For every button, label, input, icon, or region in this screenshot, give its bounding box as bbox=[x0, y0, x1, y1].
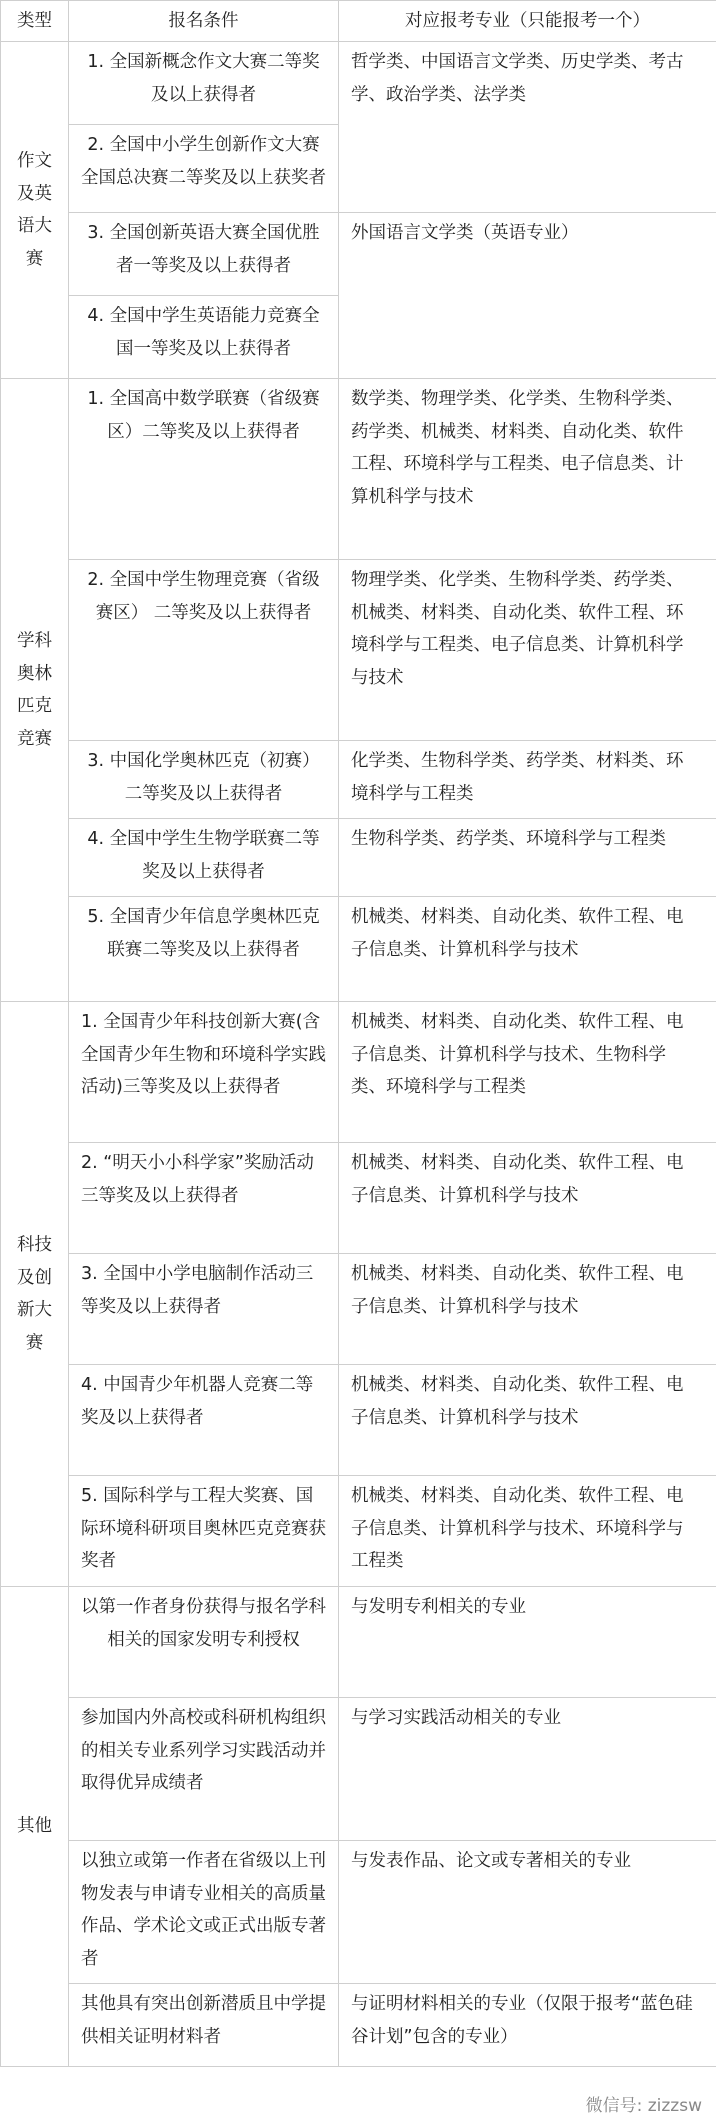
table-row bbox=[1, 741, 716, 819]
major-cell: 与证明材料相关的专业（仅限于报考“蓝色硅谷计划”包含的专业） bbox=[339, 1984, 716, 2067]
header-type: 类型 bbox=[1, 1, 69, 42]
major-cell: 数学类、物理学类、化学类、生物科学类、药学类、机械类、材料类、自动化类、软件工程、环境科学与工程类、电子信息类、计算机科学与技术 bbox=[339, 379, 716, 560]
table-row bbox=[1, 897, 716, 1002]
major-cell: 机械类、材料类、自动化类、软件工程、电子信息类、计算机科学与技术 bbox=[339, 1254, 716, 1365]
major-cell: 与学习实践活动相关的专业 bbox=[339, 1698, 716, 1841]
table-row bbox=[1, 560, 716, 741]
major-cell: 与发明专利相关的专业 bbox=[339, 1587, 716, 1698]
table-row bbox=[1, 379, 716, 560]
table-row bbox=[1, 1254, 716, 1365]
header-condition: 报名条件 bbox=[69, 1, 339, 42]
major-cell: 机械类、材料类、自动化类、软件工程、电子信息类、计算机科学与技术 bbox=[339, 1143, 716, 1254]
major-cell: 机械类、材料类、自动化类、软件工程、电子信息类、计算机科学与技术 bbox=[339, 1365, 716, 1476]
table-row bbox=[1, 213, 716, 296]
major-cell: 化学类、生物科学类、药学类、材料类、环境科学与工程类 bbox=[339, 741, 716, 819]
condition-cell: 2. “明天小小科学家”奖励活动三等奖及以上获得者 bbox=[69, 1143, 339, 1254]
condition-cell: 以独立或第一作者在省级以上刊物发表与申请专业相关的高质量作品、学术论文或正式出版专著者 bbox=[69, 1841, 339, 1984]
table-row bbox=[1, 1698, 716, 1841]
condition-cell: 1. 全国高中数学联赛（省级赛区）二等奖及以上获得者 bbox=[69, 379, 339, 560]
condition-cell: 5. 全国青少年信息学奥林匹克联赛二等奖及以上获得者 bbox=[69, 897, 339, 1002]
condition-cell: 参加国内外高校或科研机构组织的相关专业系列学习实践活动并取得优异成绩者 bbox=[69, 1698, 339, 1841]
condition-cell: 5. 国际科学与工程大奖赛、国际环境科研项目奥林匹克竞赛获奖者 bbox=[69, 1476, 339, 1587]
major-cell: 哲学类、中国语言文学类、历史学类、考古学、政治学类、法学类 bbox=[339, 42, 716, 213]
major-cell: 机械类、材料类、自动化类、软件工程、电子信息类、计算机科学与技术、生物科学类、环境科学与工程类 bbox=[339, 1002, 716, 1143]
condition-cell: 3. 中国化学奥林匹克（初赛）二等奖及以上获得者 bbox=[69, 741, 339, 819]
table-row bbox=[1, 819, 716, 897]
major-cell: 机械类、材料类、自动化类、软件工程、电子信息类、计算机科学与技术、环境科学与工程类 bbox=[339, 1476, 716, 1587]
condition-cell: 4. 全国中学生英语能力竞赛全国一等奖及以上获得者 bbox=[69, 296, 339, 379]
major-cell: 物理学类、化学类、生物科学类、药学类、机械类、材料类、自动化类、软件工程、环境科学与工程类、电子信息类、计算机科学与技术 bbox=[339, 560, 716, 741]
condition-cell: 2. 全国中学生物理竞赛（省级赛区） 二等奖及以上获得者 bbox=[69, 560, 339, 741]
table-row bbox=[1, 1365, 716, 1476]
table-row bbox=[1, 1143, 716, 1254]
condition-cell: 1. 全国青少年科技创新大赛(含全国青少年生物和环境科学实践活动)三等奖及以上获得者 bbox=[69, 1002, 339, 1143]
major-cell: 生物科学类、药学类、环境科学与工程类 bbox=[339, 819, 716, 897]
condition-cell: 3. 全国创新英语大赛全国优胜者一等奖及以上获得者 bbox=[69, 213, 339, 296]
condition-cell: 2. 全国中小学生创新作文大赛全国总决赛二等奖及以上获奖者 bbox=[69, 125, 339, 213]
table-row bbox=[1, 42, 716, 125]
condition-cell: 4. 中国青少年机器人竞赛二等奖及以上获得者 bbox=[69, 1365, 339, 1476]
category-cell: 学科奥林匹克竞赛 bbox=[1, 379, 69, 1002]
category-cell: 作文及英语大赛 bbox=[1, 42, 69, 379]
condition-cell: 其他具有突出创新潜质且中学提供相关证明材料者 bbox=[69, 1984, 339, 2067]
table-row bbox=[1, 1476, 716, 1587]
table-row bbox=[1, 1587, 716, 1698]
category-cell: 科技及创新大赛 bbox=[1, 1002, 69, 1587]
condition-cell: 1. 全国新概念作文大赛二等奖及以上获得者 bbox=[69, 42, 339, 125]
header-major: 对应报考专业（只能报考一个） bbox=[339, 1, 716, 42]
major-cell: 外国语言文学类（英语专业） bbox=[339, 213, 716, 379]
table-row bbox=[1, 1984, 716, 2067]
condition-cell: 3. 全国中小学电脑制作活动三等奖及以上获得者 bbox=[69, 1254, 339, 1365]
table-row bbox=[1, 1841, 716, 1984]
table-row bbox=[1, 1002, 716, 1143]
major-cell: 与发表作品、论文或专著相关的专业 bbox=[339, 1841, 716, 1984]
header-row bbox=[1, 1, 716, 42]
condition-cell: 以第一作者身份获得与报名学科相关的国家发明专利授权 bbox=[69, 1587, 339, 1698]
wechat-watermark: 微信号: zizzsw bbox=[582, 2091, 706, 2121]
major-cell: 机械类、材料类、自动化类、软件工程、电子信息类、计算机科学与技术 bbox=[339, 897, 716, 1002]
category-cell: 其他 bbox=[1, 1587, 69, 2067]
condition-cell: 4. 全国中学生生物学联赛二等奖及以上获得者 bbox=[69, 819, 339, 897]
